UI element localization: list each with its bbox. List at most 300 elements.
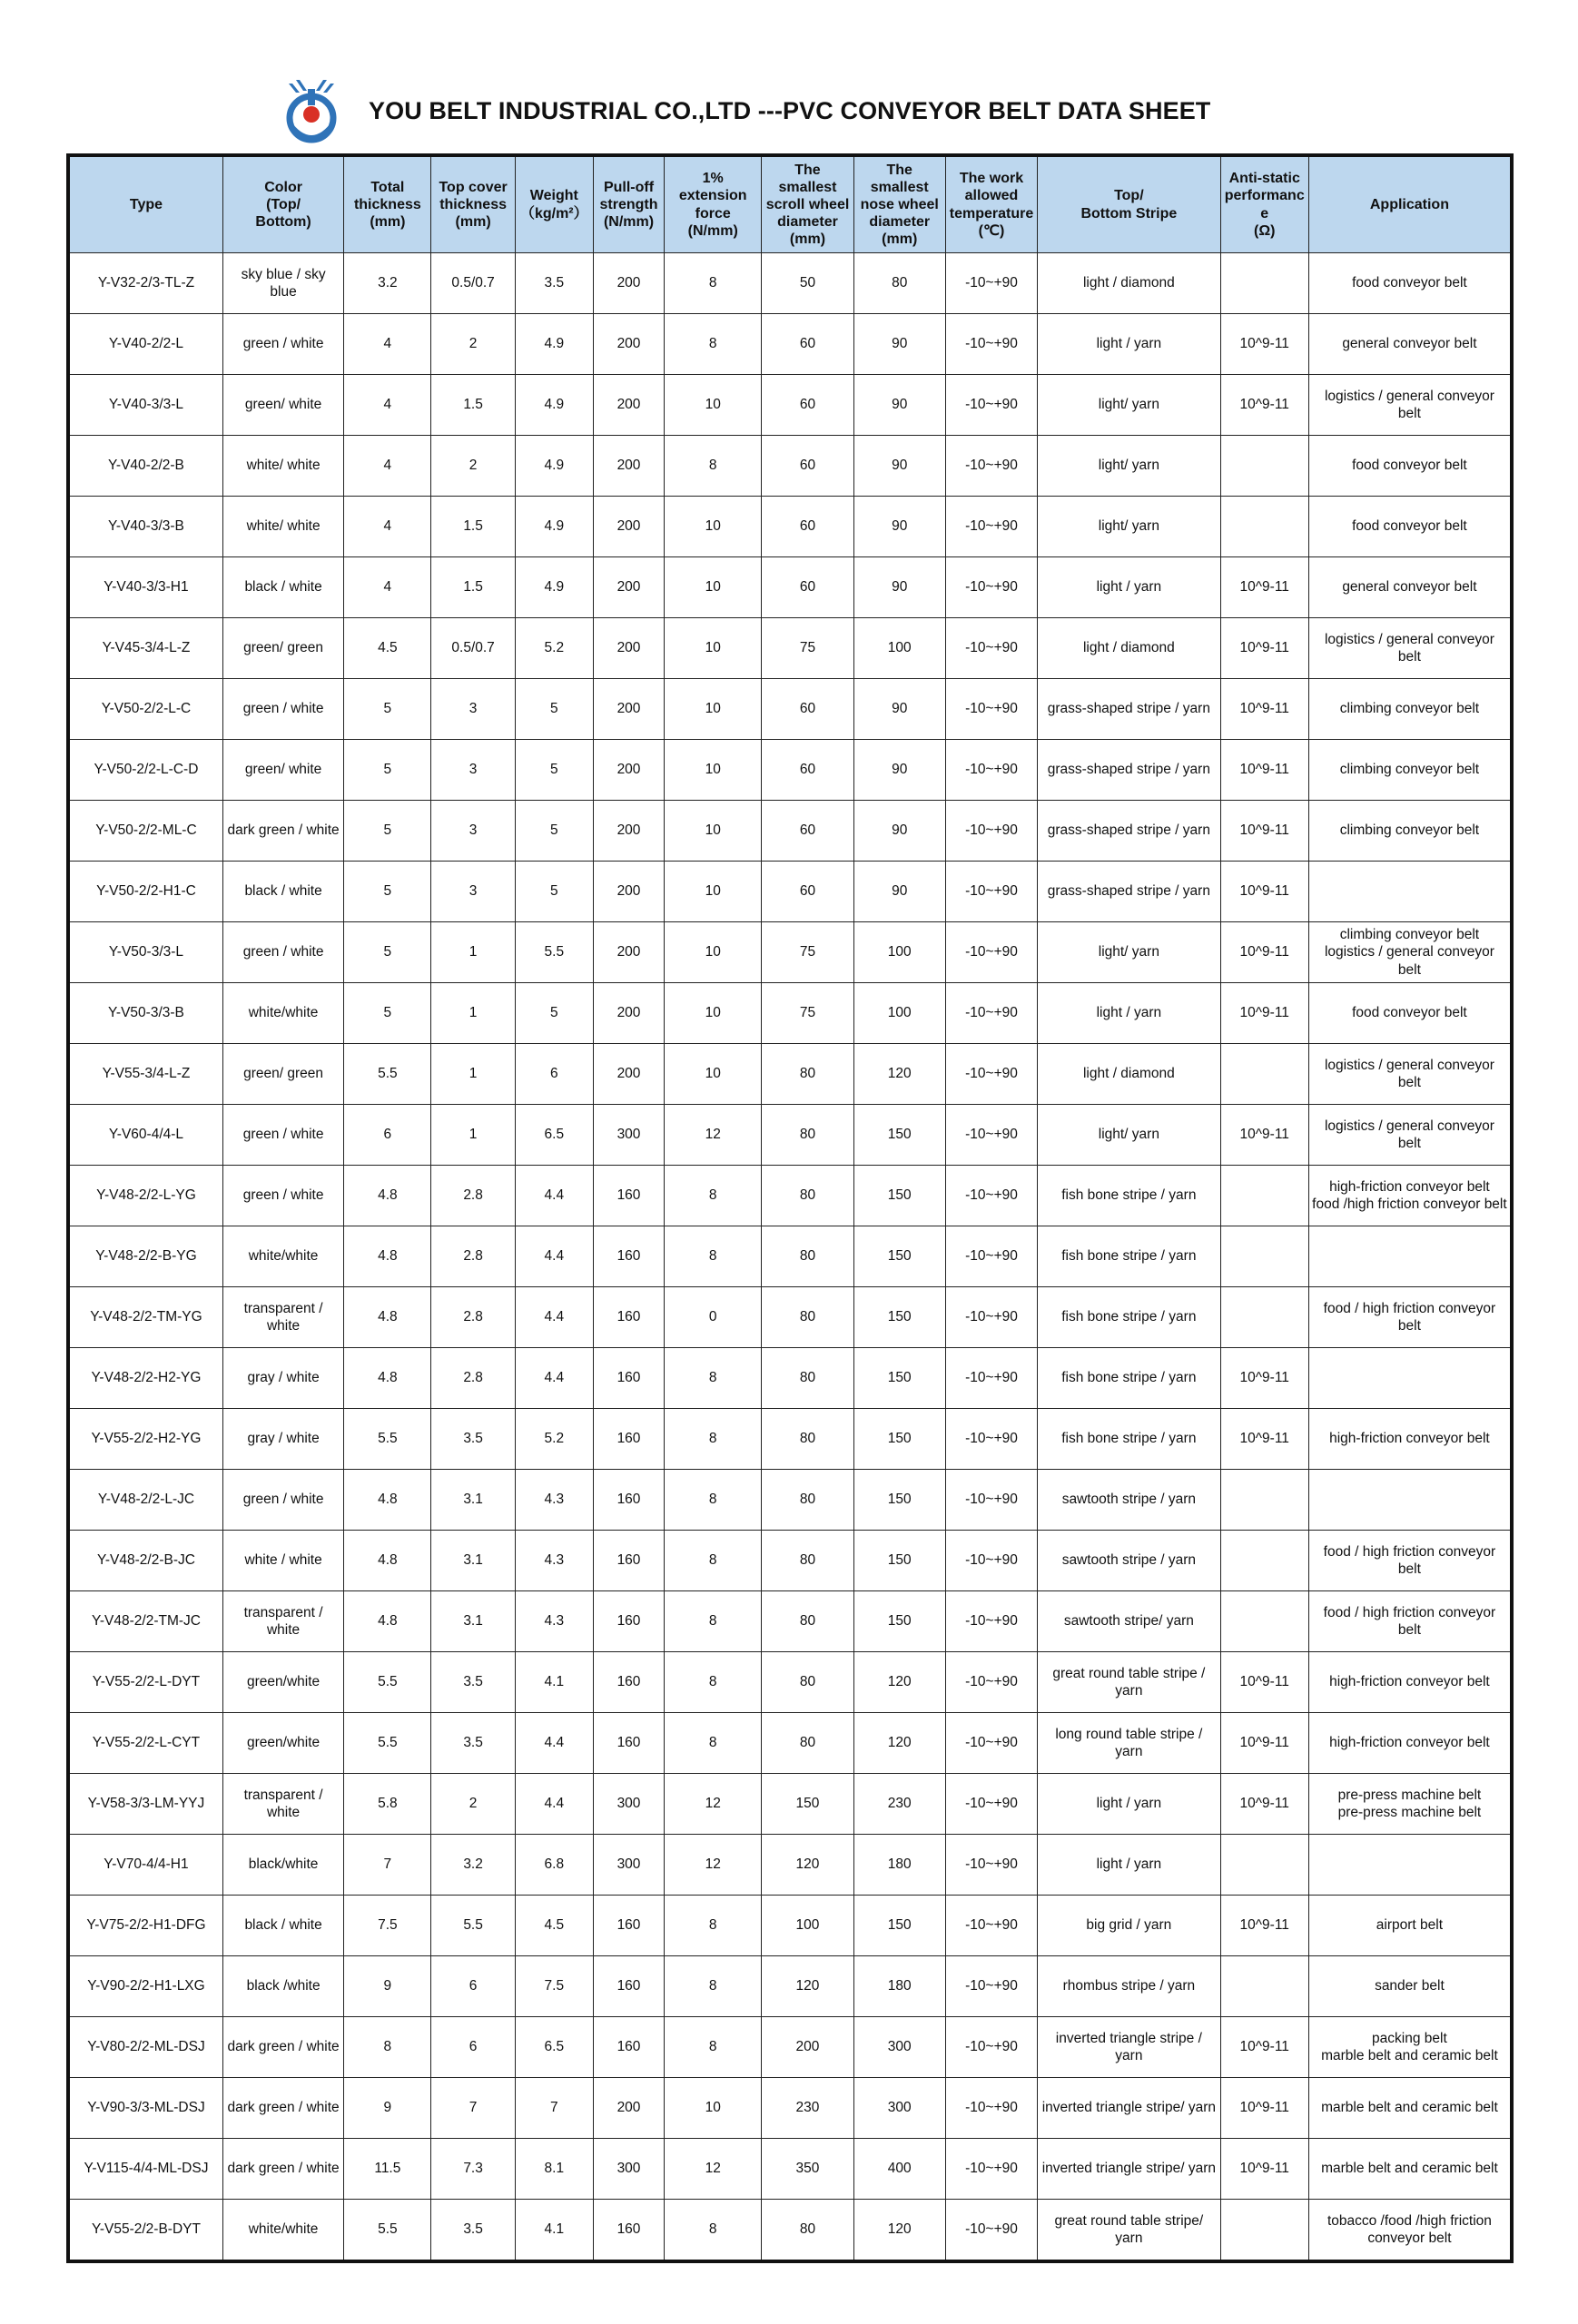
cell-extension-force: 8 [665, 1470, 762, 1531]
cell-stripe: fish bone stripe / yarn [1038, 1166, 1221, 1226]
table-row [68, 1652, 1512, 1713]
column-header-application: Application [1308, 155, 1512, 253]
cell-stripe: rhombus stripe / yarn [1038, 1956, 1221, 2017]
cell-weight: 4.1 [515, 2200, 593, 2262]
table-row [68, 1713, 1512, 1774]
cell-scroll-wheel-diameter: 60 [762, 862, 853, 922]
cell-work-temperature: -10~+90 [945, 1287, 1037, 1348]
cell-color: dark green / white [222, 2017, 343, 2078]
cell-application: packing belt marble belt and ceramic belt [1308, 2017, 1512, 2078]
column-header-work-temperature: The work allowed temperature (℃) [945, 155, 1037, 253]
cell-application: climbing conveyor belt logistics / general conveyor belt [1308, 922, 1512, 983]
cell-work-temperature: -10~+90 [945, 922, 1037, 983]
cell-color: white/white [222, 1226, 343, 1287]
cell-color: white/white [222, 983, 343, 1044]
cell-nose-wheel-diameter: 120 [853, 2200, 945, 2262]
cell-weight: 4.5 [515, 1896, 593, 1956]
cell-weight: 4.9 [515, 497, 593, 557]
cell-application: logistics / general conveyor belt [1308, 1105, 1512, 1166]
cell-pull-off-strength: 200 [593, 983, 664, 1044]
table-row [68, 618, 1512, 679]
cell-stripe: light / yarn [1038, 1774, 1221, 1835]
cell-nose-wheel-diameter: 150 [853, 1287, 945, 1348]
cell-application: marble belt and ceramic belt [1308, 2078, 1512, 2139]
cell-stripe: light / yarn [1038, 983, 1221, 1044]
cell-anti-static: 10^9-11 [1220, 1713, 1308, 1774]
cell-total-thickness: 5.5 [344, 1044, 431, 1105]
cell-anti-static [1220, 1287, 1308, 1348]
cell-stripe: grass-shaped stripe / yarn [1038, 862, 1221, 922]
table-row [68, 2200, 1512, 2262]
cell-color: green / white [222, 679, 343, 740]
cell-pull-off-strength: 200 [593, 740, 664, 801]
cell-color: green/ white [222, 375, 343, 436]
cell-extension-force: 10 [665, 557, 762, 618]
cell-scroll-wheel-diameter: 120 [762, 1835, 853, 1896]
cell-top-cover-thickness: 3 [431, 801, 515, 862]
cell-type: Y-V75-2/2-H1-DFG [68, 1896, 222, 1956]
cell-extension-force: 12 [665, 1105, 762, 1166]
cell-weight: 5 [515, 862, 593, 922]
cell-color: green / white [222, 1105, 343, 1166]
cell-weight: 6.5 [515, 2017, 593, 2078]
cell-pull-off-strength: 160 [593, 1591, 664, 1652]
cell-extension-force: 8 [665, 1591, 762, 1652]
cell-pull-off-strength: 200 [593, 314, 664, 375]
cell-nose-wheel-diameter: 150 [853, 1470, 945, 1531]
cell-work-temperature: -10~+90 [945, 557, 1037, 618]
cell-top-cover-thickness: 2.8 [431, 1226, 515, 1287]
table-row [68, 801, 1512, 862]
cell-work-temperature: -10~+90 [945, 1105, 1037, 1166]
cell-weight: 8.1 [515, 2139, 593, 2200]
cell-extension-force: 8 [665, 1166, 762, 1226]
cell-scroll-wheel-diameter: 60 [762, 740, 853, 801]
cell-scroll-wheel-diameter: 60 [762, 679, 853, 740]
cell-work-temperature: -10~+90 [945, 436, 1037, 497]
cell-extension-force: 12 [665, 1835, 762, 1896]
cell-extension-force: 8 [665, 1348, 762, 1409]
cell-pull-off-strength: 300 [593, 2139, 664, 2200]
cell-application [1308, 862, 1512, 922]
cell-extension-force: 8 [665, 314, 762, 375]
table-row [68, 1591, 1512, 1652]
column-header-stripe: Top/ Bottom Stripe [1038, 155, 1221, 253]
cell-type: Y-V40-2/2-B [68, 436, 222, 497]
cell-type: Y-V50-2/2-L-C-D [68, 740, 222, 801]
cell-anti-static: 10^9-11 [1220, 1348, 1308, 1409]
cell-total-thickness: 3.2 [344, 253, 431, 314]
cell-type: Y-V48-2/2-B-JC [68, 1531, 222, 1591]
cell-color: green / white [222, 1470, 343, 1531]
cell-weight: 3.5 [515, 253, 593, 314]
cell-color: gray / white [222, 1409, 343, 1470]
cell-nose-wheel-diameter: 400 [853, 2139, 945, 2200]
cell-application [1308, 1470, 1512, 1531]
cell-extension-force: 8 [665, 2017, 762, 2078]
cell-top-cover-thickness: 7.3 [431, 2139, 515, 2200]
cell-stripe: grass-shaped stripe / yarn [1038, 740, 1221, 801]
cell-pull-off-strength: 200 [593, 436, 664, 497]
cell-extension-force: 10 [665, 801, 762, 862]
cell-nose-wheel-diameter: 100 [853, 618, 945, 679]
cell-color: dark green / white [222, 2139, 343, 2200]
cell-work-temperature: -10~+90 [945, 618, 1037, 679]
cell-work-temperature: -10~+90 [945, 983, 1037, 1044]
cell-total-thickness: 5.5 [344, 1713, 431, 1774]
cell-type: Y-V48-2/2-TM-JC [68, 1591, 222, 1652]
table-row [68, 679, 1512, 740]
column-header-scroll-wheel-diameter: The smallest scroll wheel diameter (mm) [762, 155, 853, 253]
table-row [68, 375, 1512, 436]
cell-stripe: sawtooth stripe / yarn [1038, 1470, 1221, 1531]
cell-stripe: great round table stripe/ yarn [1038, 2200, 1221, 2262]
cell-weight: 4.1 [515, 1652, 593, 1713]
table-row [68, 1044, 1512, 1105]
cell-scroll-wheel-diameter: 60 [762, 375, 853, 436]
cell-extension-force: 8 [665, 1652, 762, 1713]
column-header-type: Type [68, 155, 222, 253]
cell-color: dark green / white [222, 801, 343, 862]
cell-scroll-wheel-diameter: 80 [762, 1105, 853, 1166]
cell-work-temperature: -10~+90 [945, 1956, 1037, 2017]
cell-pull-off-strength: 160 [593, 1652, 664, 1713]
cell-anti-static [1220, 253, 1308, 314]
cell-stripe: inverted triangle stripe / yarn [1038, 2017, 1221, 2078]
cell-extension-force: 10 [665, 740, 762, 801]
cell-pull-off-strength: 200 [593, 679, 664, 740]
cell-work-temperature: -10~+90 [945, 1409, 1037, 1470]
table-row [68, 983, 1512, 1044]
cell-weight: 5 [515, 801, 593, 862]
cell-stripe: light / yarn [1038, 1835, 1221, 1896]
cell-anti-static [1220, 1226, 1308, 1287]
cell-pull-off-strength: 200 [593, 618, 664, 679]
table-row [68, 497, 1512, 557]
cell-stripe: fish bone stripe / yarn [1038, 1348, 1221, 1409]
cell-total-thickness: 11.5 [344, 2139, 431, 2200]
table-body [68, 253, 1512, 2262]
cell-stripe: grass-shaped stripe / yarn [1038, 801, 1221, 862]
cell-top-cover-thickness: 3.5 [431, 1409, 515, 1470]
cell-nose-wheel-diameter: 180 [853, 1956, 945, 2017]
cell-extension-force: 12 [665, 1774, 762, 1835]
cell-top-cover-thickness: 3 [431, 862, 515, 922]
cell-type: Y-V32-2/3-TL-Z [68, 253, 222, 314]
cell-nose-wheel-diameter: 150 [853, 1409, 945, 1470]
cell-top-cover-thickness: 2.8 [431, 1287, 515, 1348]
cell-type: Y-V50-3/3-L [68, 922, 222, 983]
table-row [68, 314, 1512, 375]
cell-pull-off-strength: 160 [593, 1226, 664, 1287]
cell-total-thickness: 9 [344, 1956, 431, 2017]
cell-type: Y-V40-3/3-B [68, 497, 222, 557]
cell-scroll-wheel-diameter: 80 [762, 2200, 853, 2262]
cell-weight: 4.3 [515, 1470, 593, 1531]
cell-color: black / white [222, 862, 343, 922]
cell-nose-wheel-diameter: 300 [853, 2017, 945, 2078]
cell-application: high-friction conveyor belt [1308, 1713, 1512, 1774]
cell-top-cover-thickness: 3.1 [431, 1531, 515, 1591]
cell-pull-off-strength: 200 [593, 862, 664, 922]
cell-scroll-wheel-diameter: 80 [762, 1044, 853, 1105]
cell-application: logistics / general conveyor belt [1308, 1044, 1512, 1105]
cell-extension-force: 8 [665, 253, 762, 314]
cell-anti-static: 10^9-11 [1220, 1774, 1308, 1835]
cell-color: green/white [222, 1652, 343, 1713]
cell-application: climbing conveyor belt [1308, 679, 1512, 740]
cell-application: food conveyor belt [1308, 253, 1512, 314]
table-row [68, 1287, 1512, 1348]
cell-stripe: light / diamond [1038, 618, 1221, 679]
cell-extension-force: 8 [665, 1531, 762, 1591]
cell-top-cover-thickness: 1 [431, 983, 515, 1044]
cell-top-cover-thickness: 3.5 [431, 1713, 515, 1774]
cell-top-cover-thickness: 2 [431, 314, 515, 375]
cell-stripe: sawtooth stripe / yarn [1038, 1531, 1221, 1591]
cell-color: green/ white [222, 740, 343, 801]
cell-extension-force: 10 [665, 497, 762, 557]
cell-total-thickness: 4.8 [344, 1591, 431, 1652]
table-row [68, 436, 1512, 497]
cell-weight: 7.5 [515, 1956, 593, 2017]
cell-pull-off-strength: 300 [593, 1835, 664, 1896]
cell-top-cover-thickness: 0.5/0.7 [431, 253, 515, 314]
cell-weight: 4.4 [515, 1774, 593, 1835]
cell-pull-off-strength: 200 [593, 801, 664, 862]
cell-extension-force: 10 [665, 862, 762, 922]
cell-total-thickness: 4.8 [344, 1531, 431, 1591]
cell-work-temperature: -10~+90 [945, 314, 1037, 375]
cell-weight: 5 [515, 679, 593, 740]
cell-extension-force: 8 [665, 436, 762, 497]
cell-type: Y-V50-2/2-ML-C [68, 801, 222, 862]
cell-nose-wheel-diameter: 180 [853, 1835, 945, 1896]
cell-top-cover-thickness: 3.5 [431, 1652, 515, 1713]
cell-type: Y-V48-2/2-L-JC [68, 1470, 222, 1531]
cell-weight: 4.9 [515, 375, 593, 436]
cell-application: food / high friction conveyor belt [1308, 1591, 1512, 1652]
cell-scroll-wheel-diameter: 60 [762, 436, 853, 497]
cell-application: climbing conveyor belt [1308, 740, 1512, 801]
cell-pull-off-strength: 200 [593, 557, 664, 618]
cell-color: green / white [222, 922, 343, 983]
cell-weight: 4.4 [515, 1713, 593, 1774]
cell-pull-off-strength: 160 [593, 1287, 664, 1348]
cell-type: Y-V48-2/2-B-YG [68, 1226, 222, 1287]
cell-total-thickness: 9 [344, 2078, 431, 2139]
table-row [68, 862, 1512, 922]
cell-nose-wheel-diameter: 150 [853, 1226, 945, 1287]
cell-anti-static: 10^9-11 [1220, 1652, 1308, 1713]
cell-total-thickness: 5 [344, 983, 431, 1044]
cell-anti-static: 10^9-11 [1220, 740, 1308, 801]
cell-application: tobacco /food /high friction conveyor belt [1308, 2200, 1512, 2262]
cell-top-cover-thickness: 2.8 [431, 1348, 515, 1409]
cell-type: Y-V60-4/4-L [68, 1105, 222, 1166]
cell-pull-off-strength: 300 [593, 1105, 664, 1166]
cell-total-thickness: 4.8 [344, 1348, 431, 1409]
cell-work-temperature: -10~+90 [945, 253, 1037, 314]
cell-nose-wheel-diameter: 150 [853, 1896, 945, 1956]
cell-weight: 4.3 [515, 1531, 593, 1591]
cell-total-thickness: 5.5 [344, 1409, 431, 1470]
cell-top-cover-thickness: 1.5 [431, 557, 515, 618]
cell-extension-force: 10 [665, 983, 762, 1044]
cell-total-thickness: 7.5 [344, 1896, 431, 1956]
cell-work-temperature: -10~+90 [945, 2017, 1037, 2078]
cell-type: Y-V90-3/3-ML-DSJ [68, 2078, 222, 2139]
table-row [68, 740, 1512, 801]
cell-scroll-wheel-diameter: 80 [762, 1226, 853, 1287]
cell-weight: 5.5 [515, 922, 593, 983]
cell-total-thickness: 4 [344, 436, 431, 497]
cell-anti-static: 10^9-11 [1220, 2139, 1308, 2200]
cell-extension-force: 10 [665, 1044, 762, 1105]
cell-weight: 5 [515, 983, 593, 1044]
cell-color: sky blue / sky blue [222, 253, 343, 314]
cell-work-temperature: -10~+90 [945, 1835, 1037, 1896]
cell-color: black / white [222, 557, 343, 618]
table-row [68, 922, 1512, 983]
cell-scroll-wheel-diameter: 120 [762, 1956, 853, 2017]
cell-color: transparent / white [222, 1591, 343, 1652]
cell-stripe: sawtooth stripe/ yarn [1038, 1591, 1221, 1652]
table-row [68, 1835, 1512, 1896]
cell-application: general conveyor belt [1308, 557, 1512, 618]
cell-pull-off-strength: 200 [593, 922, 664, 983]
cell-pull-off-strength: 160 [593, 1956, 664, 2017]
cell-stripe: grass-shaped stripe / yarn [1038, 679, 1221, 740]
cell-nose-wheel-diameter: 230 [853, 1774, 945, 1835]
cell-total-thickness: 5 [344, 740, 431, 801]
cell-scroll-wheel-diameter: 80 [762, 1409, 853, 1470]
cell-color: white / white [222, 1531, 343, 1591]
cell-extension-force: 8 [665, 2200, 762, 2262]
cell-top-cover-thickness: 3.1 [431, 1470, 515, 1531]
table-row [68, 557, 1512, 618]
cell-top-cover-thickness: 1 [431, 1044, 515, 1105]
cell-weight: 4.9 [515, 557, 593, 618]
cell-application: marble belt and ceramic belt [1308, 2139, 1512, 2200]
cell-nose-wheel-diameter: 90 [853, 801, 945, 862]
cell-weight: 6.8 [515, 1835, 593, 1896]
cell-total-thickness: 4 [344, 557, 431, 618]
cell-application: sander belt [1308, 1956, 1512, 2017]
cell-application: food conveyor belt [1308, 497, 1512, 557]
cell-pull-off-strength: 200 [593, 1044, 664, 1105]
cell-work-temperature: -10~+90 [945, 801, 1037, 862]
cell-application: food / high friction conveyor belt [1308, 1287, 1512, 1348]
cell-color: white/ white [222, 436, 343, 497]
cell-color: green / white [222, 1166, 343, 1226]
cell-top-cover-thickness: 2 [431, 1774, 515, 1835]
cell-color: white/ white [222, 497, 343, 557]
cell-anti-static [1220, 1956, 1308, 2017]
cell-pull-off-strength: 160 [593, 1409, 664, 1470]
cell-nose-wheel-diameter: 150 [853, 1591, 945, 1652]
cell-work-temperature: -10~+90 [945, 2139, 1037, 2200]
cell-nose-wheel-diameter: 90 [853, 375, 945, 436]
cell-weight: 6 [515, 1044, 593, 1105]
column-header-nose-wheel-diameter: The smallest nose wheel diameter (mm) [853, 155, 945, 253]
cell-extension-force: 8 [665, 1713, 762, 1774]
company-logo-icon [280, 78, 343, 143]
cell-extension-force: 10 [665, 375, 762, 436]
cell-type: Y-V40-2/2-L [68, 314, 222, 375]
table-row [68, 1348, 1512, 1409]
cell-anti-static [1220, 1531, 1308, 1591]
cell-nose-wheel-diameter: 150 [853, 1166, 945, 1226]
cell-anti-static [1220, 1470, 1308, 1531]
page-header [280, 74, 1210, 147]
cell-type: Y-V40-3/3-H1 [68, 557, 222, 618]
cell-type: Y-V55-2/2-L-CYT [68, 1713, 222, 1774]
cell-top-cover-thickness: 3 [431, 679, 515, 740]
cell-stripe: light/ yarn [1038, 1105, 1221, 1166]
cell-nose-wheel-diameter: 90 [853, 436, 945, 497]
cell-total-thickness: 5 [344, 679, 431, 740]
cell-scroll-wheel-diameter: 60 [762, 557, 853, 618]
cell-application: logistics / general conveyor belt [1308, 618, 1512, 679]
cell-total-thickness: 5.5 [344, 2200, 431, 2262]
cell-weight: 4.9 [515, 436, 593, 497]
table-row [68, 1470, 1512, 1531]
cell-total-thickness: 5 [344, 801, 431, 862]
cell-top-cover-thickness: 3.5 [431, 2200, 515, 2262]
cell-type: Y-V48-2/2-TM-YG [68, 1287, 222, 1348]
cell-top-cover-thickness: 5.5 [431, 1896, 515, 1956]
cell-stripe: long round table stripe / yarn [1038, 1713, 1221, 1774]
cell-color: green / white [222, 314, 343, 375]
cell-extension-force: 10 [665, 618, 762, 679]
cell-application: high-friction conveyor belt food /high friction conveyor belt [1308, 1166, 1512, 1226]
cell-nose-wheel-diameter: 80 [853, 253, 945, 314]
cell-anti-static: 10^9-11 [1220, 1409, 1308, 1470]
cell-type: Y-V58-3/3-LM-YYJ [68, 1774, 222, 1835]
cell-nose-wheel-diameter: 90 [853, 862, 945, 922]
cell-weight: 5.2 [515, 1409, 593, 1470]
cell-anti-static: 10^9-11 [1220, 862, 1308, 922]
column-header-total-thickness: Total thickness (mm) [344, 155, 431, 253]
cell-total-thickness: 4.8 [344, 1226, 431, 1287]
column-header-anti-static: Anti-static performanc e (Ω) [1220, 155, 1308, 253]
cell-total-thickness: 5 [344, 862, 431, 922]
cell-work-temperature: -10~+90 [945, 1591, 1037, 1652]
cell-work-temperature: -10~+90 [945, 1470, 1037, 1531]
cell-stripe: light/ yarn [1038, 436, 1221, 497]
cell-weight: 7 [515, 2078, 593, 2139]
cell-scroll-wheel-diameter: 80 [762, 1531, 853, 1591]
cell-stripe: light/ yarn [1038, 497, 1221, 557]
cell-total-thickness: 4 [344, 375, 431, 436]
cell-anti-static: 10^9-11 [1220, 1105, 1308, 1166]
data-table [66, 153, 1514, 2263]
cell-extension-force: 8 [665, 1956, 762, 2017]
cell-color: green/white [222, 1713, 343, 1774]
cell-work-temperature: -10~+90 [945, 1713, 1037, 1774]
cell-pull-off-strength: 160 [593, 2200, 664, 2262]
cell-top-cover-thickness: 0.5/0.7 [431, 618, 515, 679]
cell-stripe: inverted triangle stripe/ yarn [1038, 2078, 1221, 2139]
cell-top-cover-thickness: 7 [431, 2078, 515, 2139]
cell-scroll-wheel-diameter: 75 [762, 618, 853, 679]
cell-anti-static [1220, 1591, 1308, 1652]
cell-application: high-friction conveyor belt [1308, 1652, 1512, 1713]
cell-application: logistics / general conveyor belt [1308, 375, 1512, 436]
cell-type: Y-V50-3/3-B [68, 983, 222, 1044]
column-header-weight: Weight （kg/m²） [515, 155, 593, 253]
